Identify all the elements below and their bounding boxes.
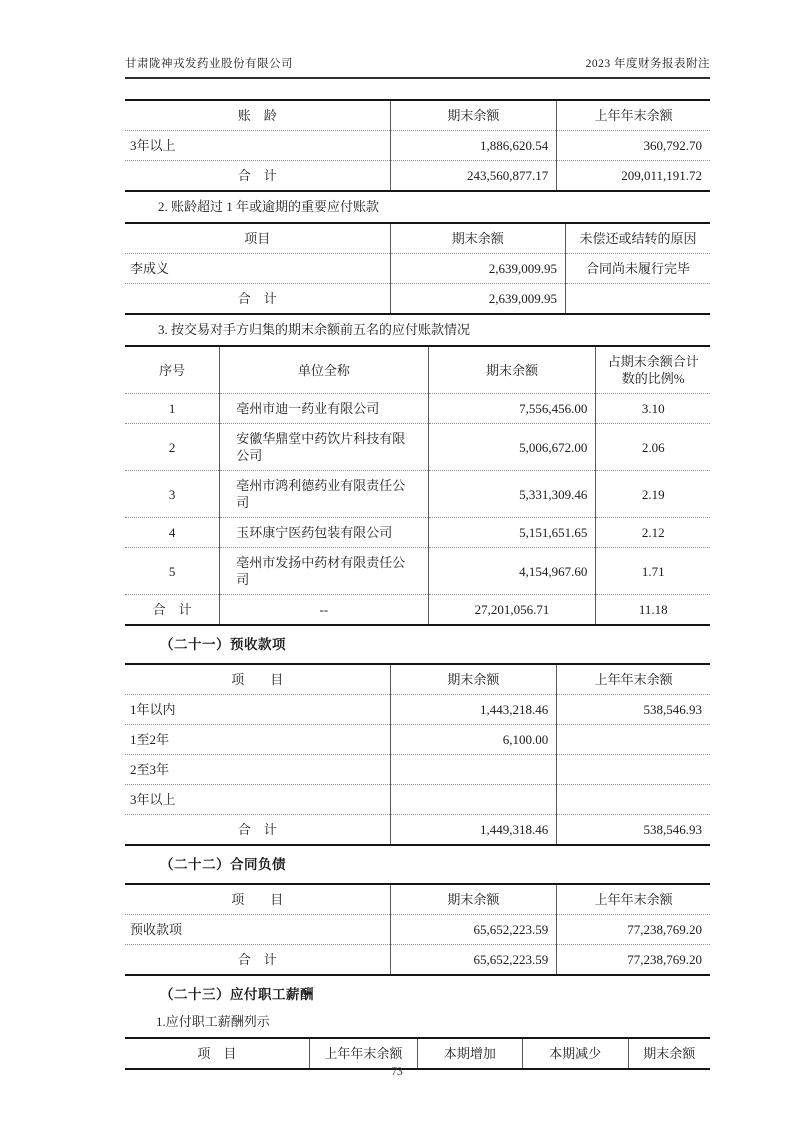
page-header — [125, 55, 710, 79]
table-cell: 77,238,769.20 — [557, 945, 710, 976]
table-cell: 5,006,672.00 — [428, 424, 596, 471]
table-total-row — [125, 284, 710, 315]
table-cell: 玉环康宁医药包装有限公司 — [220, 518, 428, 548]
column-header: 账 龄 — [237, 108, 277, 123]
table-cell: 538,546.93 — [557, 695, 710, 725]
column-header: 上年年末余额 — [557, 664, 710, 695]
table-cell: 27,201,056.71 — [428, 595, 596, 626]
advance-receipts-table — [125, 663, 710, 846]
company-name: 甘肃陇神戎发药业股份有限公司 — [125, 58, 293, 70]
column-header: 项目 — [244, 231, 271, 246]
table-cell: 65,652,223.59 — [390, 945, 557, 976]
table-cell: 3 — [125, 471, 220, 518]
table-cell: 3年以上 — [125, 131, 390, 161]
table-cell: 77,238,769.20 — [557, 915, 710, 945]
doc-title: 2023 年度财务报表附注 — [585, 58, 710, 70]
column-header: 未偿还或结转的原因 — [566, 223, 711, 254]
table-cell: 李成义 — [125, 254, 390, 284]
table-total-row — [125, 161, 710, 192]
table-header-row — [125, 100, 710, 131]
table-cell — [566, 284, 711, 315]
column-header: 期末余额 — [390, 884, 557, 915]
table-total-row — [125, 945, 710, 976]
table-cell: 1至2年 — [125, 725, 390, 755]
table-cell: 2.19 — [596, 471, 710, 518]
table-row — [125, 424, 710, 471]
table-cell: -- — [220, 595, 428, 626]
table-row — [125, 725, 710, 755]
table-cell: 3年以上 — [125, 785, 390, 815]
table-cell: 1年以内 — [125, 695, 390, 725]
column-header: 单位全称 — [220, 346, 428, 394]
table-cell: 预收款项 — [125, 915, 390, 945]
page-number: 73 — [391, 1066, 403, 1078]
table-row — [125, 695, 710, 725]
column-header: 本期增加 — [417, 1038, 522, 1069]
column-header: 上年年末余额 — [309, 1038, 417, 1069]
table-row — [125, 131, 710, 161]
table-cell: 1,449,318.46 — [390, 815, 557, 846]
table-cell: 243,560,877.17 — [390, 161, 557, 192]
column-header: 期末余额 — [628, 1038, 710, 1069]
note-item-3: 3. 按交易对手方归集的期末余额前五名的应付账款情况 — [158, 322, 471, 337]
table-cell: 合 计 — [125, 284, 390, 315]
table-cell: 合 计 — [125, 815, 390, 846]
table-cell: 3.10 — [596, 394, 710, 424]
table-cell: 合 计 — [125, 945, 390, 976]
table-cell: 亳州市发扬中药材有限责任公司 — [220, 548, 428, 595]
table-total-row — [125, 815, 710, 846]
table-cell — [557, 725, 710, 755]
table-cell: 2,639,009.95 — [390, 254, 566, 284]
table-row — [125, 471, 710, 518]
table-header-row — [125, 346, 710, 394]
table-cell: 4 — [125, 518, 220, 548]
table-cell — [557, 755, 710, 785]
table-cell: 2,639,009.95 — [390, 284, 566, 315]
table-row — [125, 785, 710, 815]
table-cell: 5 — [125, 548, 220, 595]
table-cell — [390, 785, 557, 815]
table-cell: 合同尚未履行完毕 — [566, 254, 711, 284]
table-cell: 亳州市鸿利德药业有限责任公司 — [220, 471, 428, 518]
table-cell: 538,546.93 — [557, 815, 710, 846]
table-cell: 5,151,651.65 — [428, 518, 596, 548]
table-cell: 2.06 — [596, 424, 710, 471]
column-header: 期末余额 — [390, 100, 557, 131]
table-cell: 4,154,967.60 — [428, 548, 596, 595]
table-cell: 11.18 — [596, 595, 710, 626]
column-header: 序号 — [159, 362, 186, 378]
column-header: 上年年末余额 — [557, 100, 710, 131]
subsection-label: 1.应付职工薪酬列示 — [156, 1014, 270, 1029]
table-row — [125, 755, 710, 785]
table-cell: 1,443,218.46 — [390, 695, 557, 725]
table-row — [125, 915, 710, 945]
section-heading-21: （二十一）预收款项 — [160, 637, 286, 652]
table-cell: 亳州市迪一药业有限公司 — [220, 394, 428, 424]
table-row — [125, 518, 710, 548]
contract-liabilities-table — [125, 883, 710, 976]
section-heading-23: （二十三）应付职工薪酬 — [160, 987, 314, 1002]
table-total-row — [125, 595, 710, 626]
aging-table — [125, 99, 710, 192]
table-cell: 65,652,223.59 — [390, 915, 557, 945]
table-cell: 1 — [125, 394, 220, 424]
table-header-row — [125, 223, 710, 254]
column-header: 期末余额 — [390, 664, 557, 695]
table-cell — [557, 785, 710, 815]
table-row — [125, 394, 710, 424]
table-row — [125, 254, 710, 284]
section-heading-22: （二十二）合同负债 — [160, 857, 286, 872]
note-item-2: 2. 账龄超过 1 年或逾期的重要应付账款 — [158, 199, 380, 214]
column-header: 项 目 — [231, 672, 284, 687]
table-cell: 6,100.00 — [390, 725, 557, 755]
column-header: 项 目 — [197, 1046, 237, 1061]
table-row — [125, 548, 710, 595]
column-header: 占期末余额合计数的比例% — [596, 346, 710, 394]
table-cell: 1.71 — [596, 548, 710, 595]
table-header-row — [125, 884, 710, 915]
table-cell: 209,011,191.72 — [557, 161, 710, 192]
column-header: 期末余额 — [428, 346, 596, 394]
column-header: 项 目 — [231, 892, 284, 907]
table-header-row — [125, 664, 710, 695]
table-cell — [390, 755, 557, 785]
table-header-row — [125, 1038, 710, 1069]
overdue-payables-table — [125, 222, 710, 315]
column-header: 本期减少 — [522, 1038, 628, 1069]
table-cell: 2 — [125, 424, 220, 471]
table-cell: 合 计 — [125, 161, 390, 192]
top5-payables-table — [125, 345, 710, 626]
column-header: 期末余额 — [390, 223, 566, 254]
table-cell: 5,331,309.46 — [428, 471, 596, 518]
table-cell: 7,556,456.00 — [428, 394, 596, 424]
column-header: 上年年末余额 — [557, 884, 710, 915]
table-cell: 1,886,620.54 — [390, 131, 557, 161]
table-cell: 合 计 — [125, 595, 220, 626]
table-cell: 安徽华鼎堂中药饮片科技有限公司 — [220, 424, 428, 471]
table-cell: 2.12 — [596, 518, 710, 548]
table-cell: 360,792.70 — [557, 131, 710, 161]
table-cell: 2至3年 — [125, 755, 390, 785]
